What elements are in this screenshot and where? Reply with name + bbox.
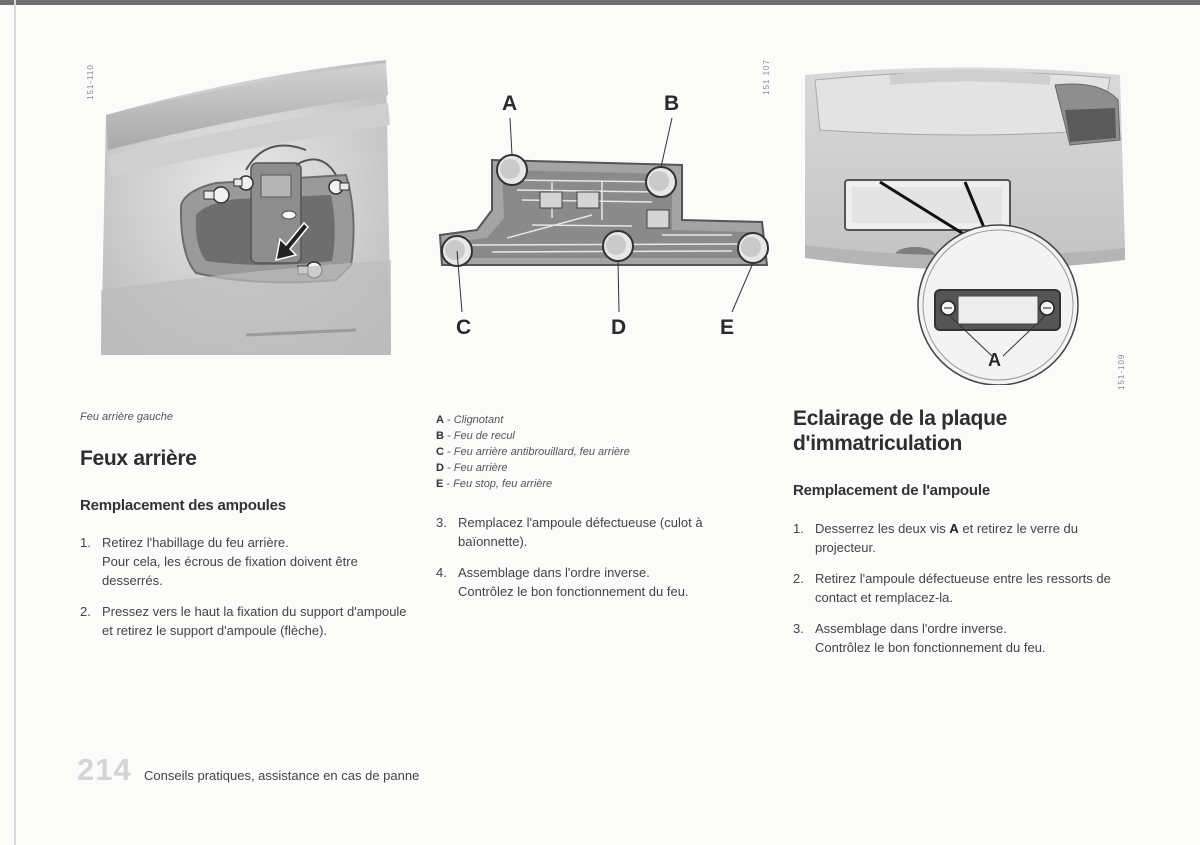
- page-binding-edge: [14, 0, 16, 845]
- list-item: 1. Retirez l'habillage du feu arrière. Pour cela, les écrous de fixation doivent être desserrés.: [80, 535, 358, 588]
- legend-row-d: D - Feu arrière: [436, 462, 508, 474]
- bulb-label-a: A: [502, 92, 518, 115]
- middle-figure-code: 151 107: [762, 59, 771, 95]
- middle-steps-list: [436, 513, 746, 613]
- top-edge-bar: [0, 0, 1200, 5]
- list-item: 3. Remplacez l'ampoule défectueuse (culot à baïonnette).: [436, 515, 703, 549]
- right-figure-code: 151-109: [1117, 353, 1126, 390]
- left-figure-caption: Feu arrière gauche: [80, 411, 173, 423]
- remplacement-ampoules-heading: Remplacement des ampoules: [80, 497, 286, 514]
- list-item: 3. Assemblage dans l'ordre inverse. Contrôlez le bon fonctionnement du feu.: [793, 621, 1046, 655]
- right-steps-list: [793, 519, 1128, 669]
- page-number: 214: [77, 752, 132, 787]
- feux-arriere-title: Feux arrière: [80, 447, 197, 470]
- left-figure-code: 151-110: [86, 64, 95, 100]
- rear-light-left-illustration: [96, 55, 396, 360]
- bulb-label-c: C: [456, 316, 472, 339]
- legend-row-a: A - Clignotant: [436, 414, 504, 426]
- legend-row-c: C - Feu arrière antibrouillard, feu arrière: [436, 446, 630, 458]
- list-item: 4. Assemblage dans l'ordre inverse. Contrôlez le bon fonctionnement du feu.: [436, 565, 689, 599]
- remplacement-ampoule-heading: Remplacement de l'ampoule: [793, 482, 990, 499]
- bulb-label-e: E: [720, 316, 735, 339]
- list-item: 2. Pressez vers le haut la fixation du support d'ampoule et retirez le support d'ampoule (flèche).: [80, 604, 407, 638]
- bulb-label-b: B: [664, 92, 680, 115]
- left-steps-list: [80, 533, 410, 652]
- legend-row-b: B - Feu de recul: [436, 430, 515, 442]
- list-item: 1. Desserrez les deux vis A et retirez le verre du projecteur.: [793, 521, 1078, 555]
- license-plate-light-illustration: [800, 60, 1130, 385]
- bulb-legend: [436, 412, 630, 492]
- eclairage-plaque-title: Eclairage de la plaque d'immatriculation: [793, 407, 1007, 455]
- legend-row-e: E - Feu stop, feu arrière: [436, 478, 553, 490]
- bulb-leader-lines: [432, 100, 777, 330]
- bulb-label-d: D: [611, 316, 627, 339]
- list-item: 2. Retirez l'ampoule défectueuse entre les ressorts de contact et remplacez-la.: [793, 571, 1111, 605]
- screw-label-a: A: [988, 350, 1001, 370]
- footer-section-title: Conseils pratiques, assistance en cas de panne: [144, 768, 420, 783]
